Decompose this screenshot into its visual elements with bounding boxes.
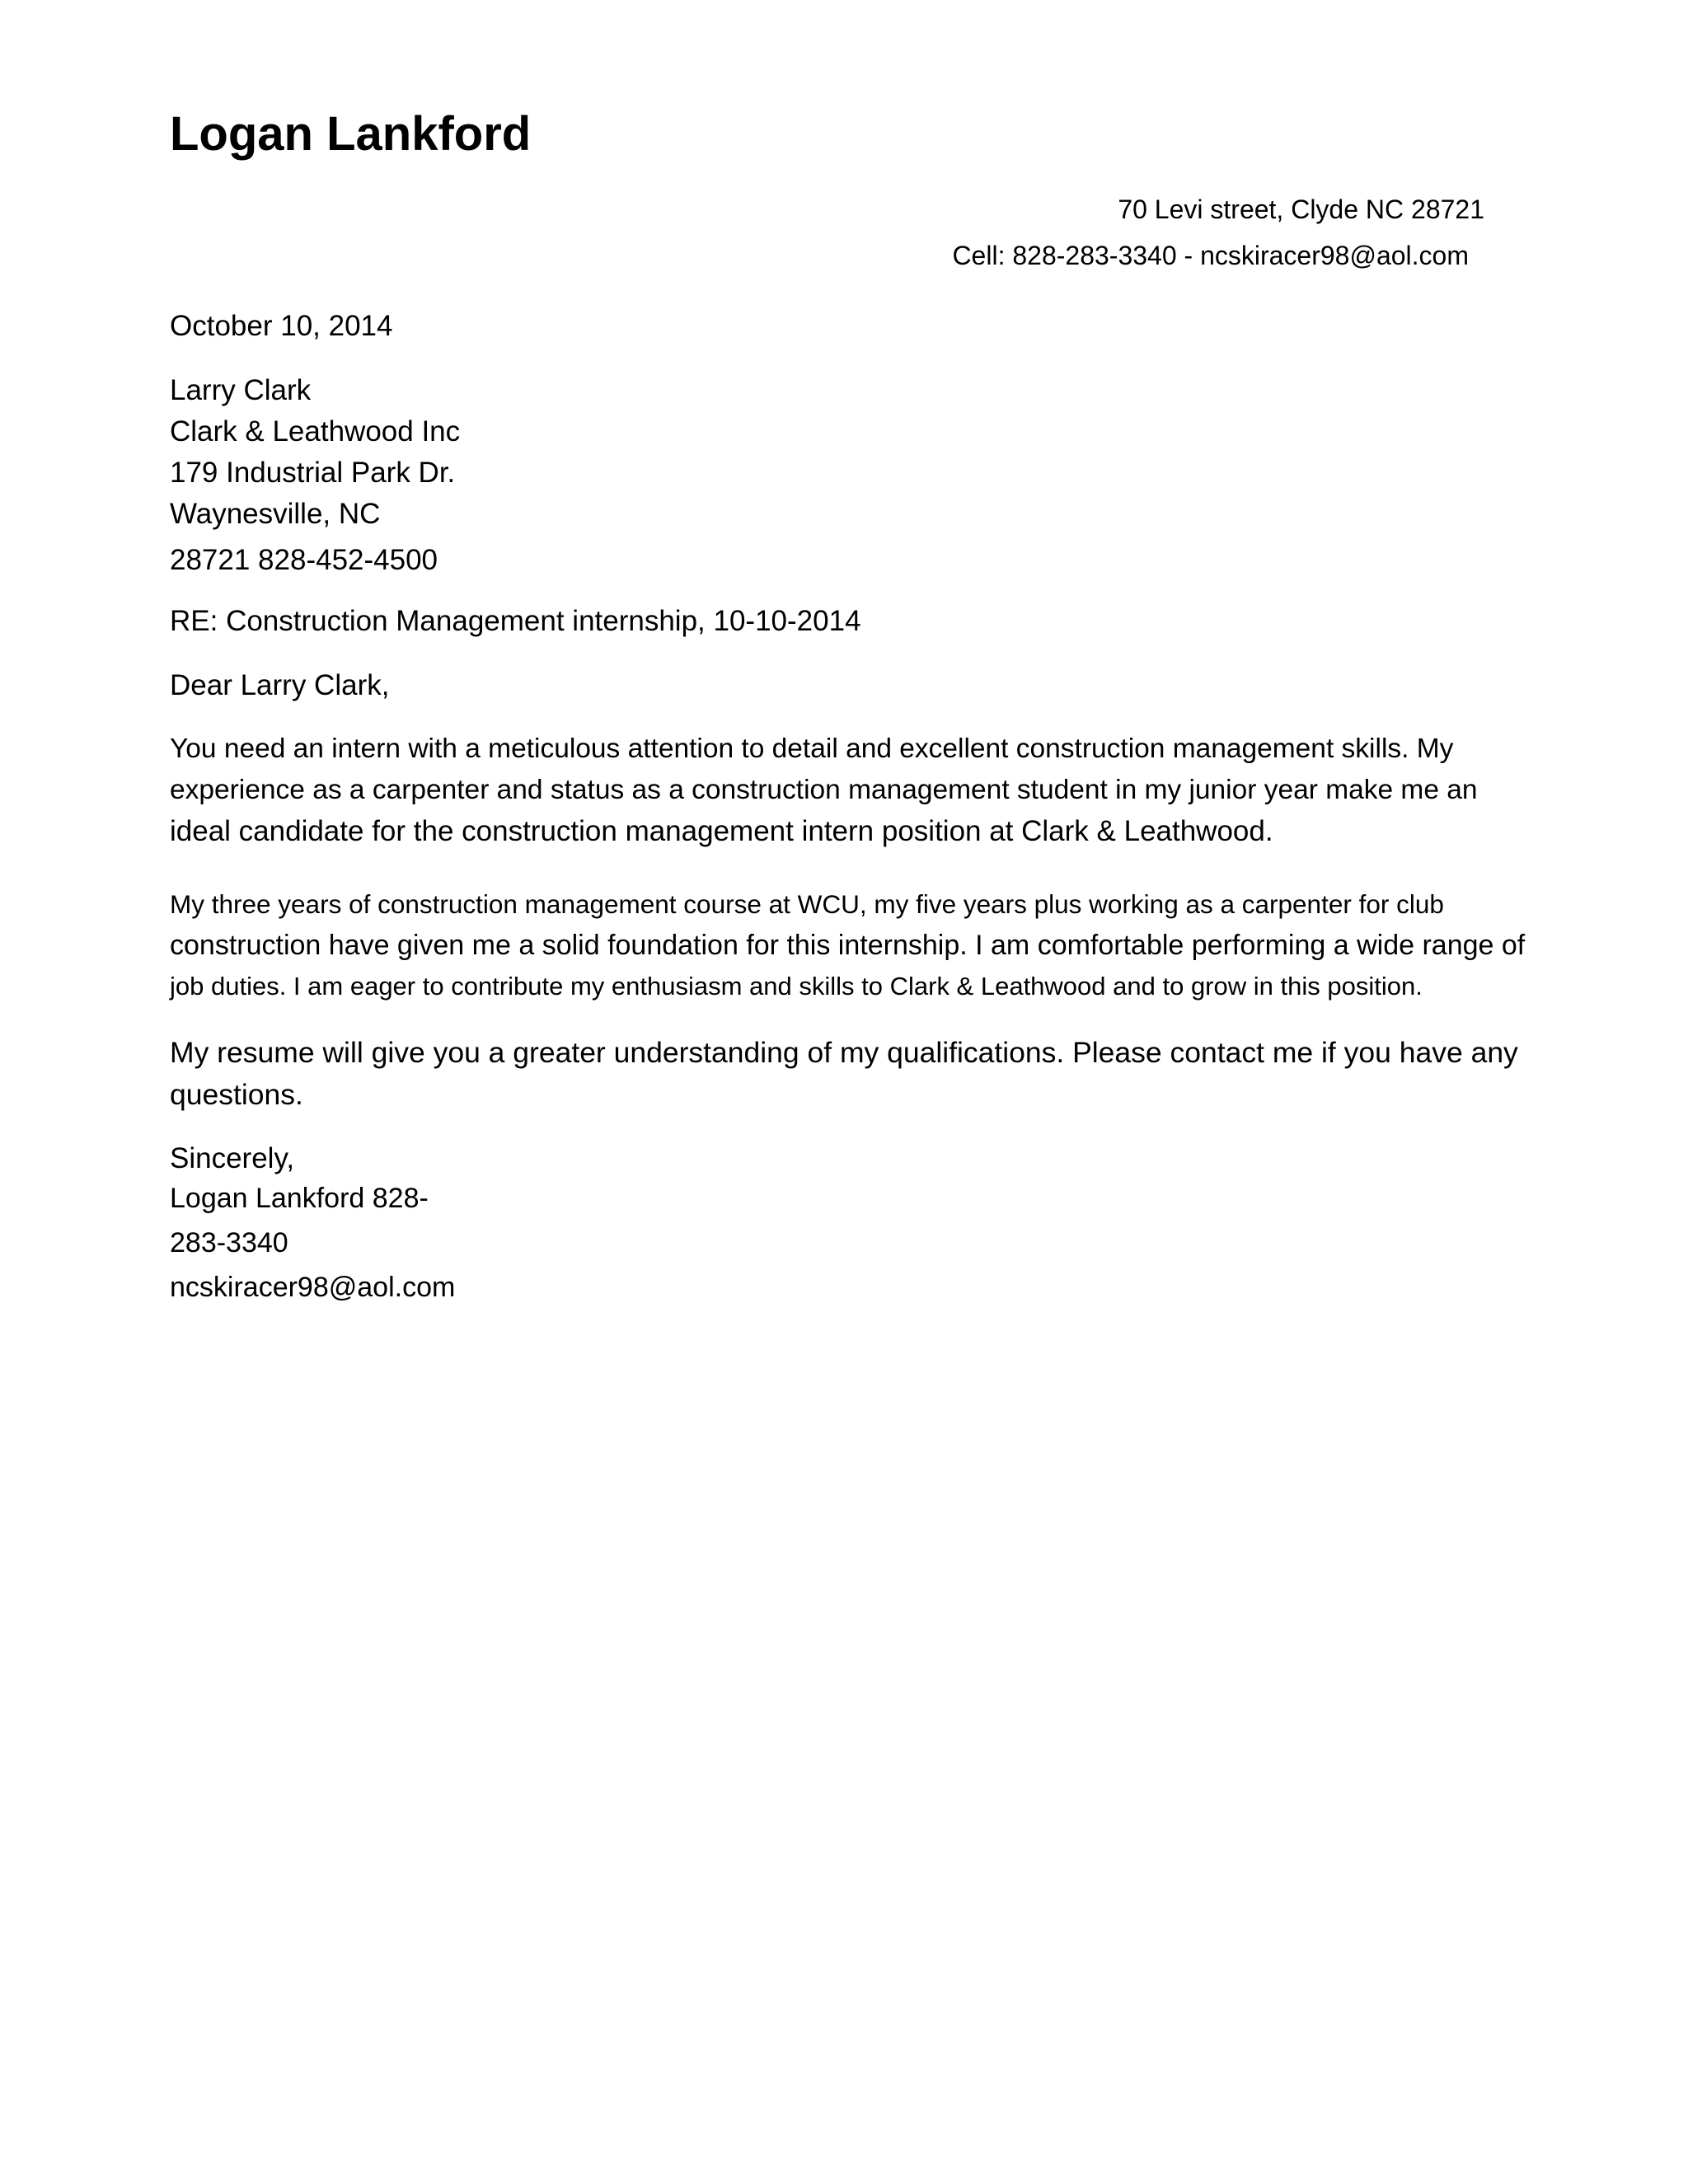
re-line: RE: Construction Management internship, 10-10-2014 — [170, 605, 861, 637]
body-paragraph-2 — [170, 883, 1526, 1007]
paragraph-line: experience as a carpenter and status as a construction management student in my junior year make me an — [170, 775, 1478, 805]
paragraph-line: construction have given me a solid foundation for this internship. I am comfortable performing a wide range of — [170, 930, 1526, 961]
sign-off: Sincerely, — [170, 1142, 295, 1174]
recipient-street: 179 Industrial Park Dr. — [170, 457, 456, 489]
salutation: Dear Larry Clark, — [170, 669, 390, 701]
signature-name-phone: Logan Lankford 828- — [170, 1183, 429, 1214]
recipient-name: Larry Clark — [170, 374, 312, 406]
letter-date: October 10, 2014 — [170, 310, 393, 342]
recipient-company: Clark & Leathwood Inc — [170, 415, 461, 448]
recipient-city: Waynesville, NC — [170, 498, 381, 530]
paragraph-line: My three years of construction management course at WCU, my five years plus working as a carpenter for club — [170, 889, 1444, 919]
sender-address: 70 Levi street, Clyde NC 28721 — [1118, 194, 1484, 224]
sender-contact: Cell: 828-283-3340 - ncskiracer98@aol.com — [952, 241, 1469, 270]
body-paragraph-1 — [170, 729, 1522, 852]
paragraph-line: questions. — [170, 1078, 303, 1111]
paragraph-line: ideal candidate for the construction management intern position at Clark & Leathwood. — [170, 815, 1273, 847]
paragraph-line: You need an intern with a meticulous attention to detail and excellent construction management skills. My — [170, 733, 1454, 764]
paragraph-line: My resume will give you a greater understanding of my qualifications. Please contact me if you have any — [170, 1036, 1518, 1069]
signature-email: ncskiracer98@aol.com — [170, 1272, 456, 1303]
body-paragraph-3 — [170, 1032, 1522, 1116]
paragraph-line: job duties. I am eager to contribute my enthusiasm and skills to Clark & Leathwood and to grow in this position. — [170, 972, 1423, 1001]
recipient-zip-phone: 28721 828-452-4500 — [170, 544, 438, 576]
signature-phone: 283-3340 — [170, 1227, 288, 1258]
sender-name: Logan Lankford — [170, 107, 532, 161]
